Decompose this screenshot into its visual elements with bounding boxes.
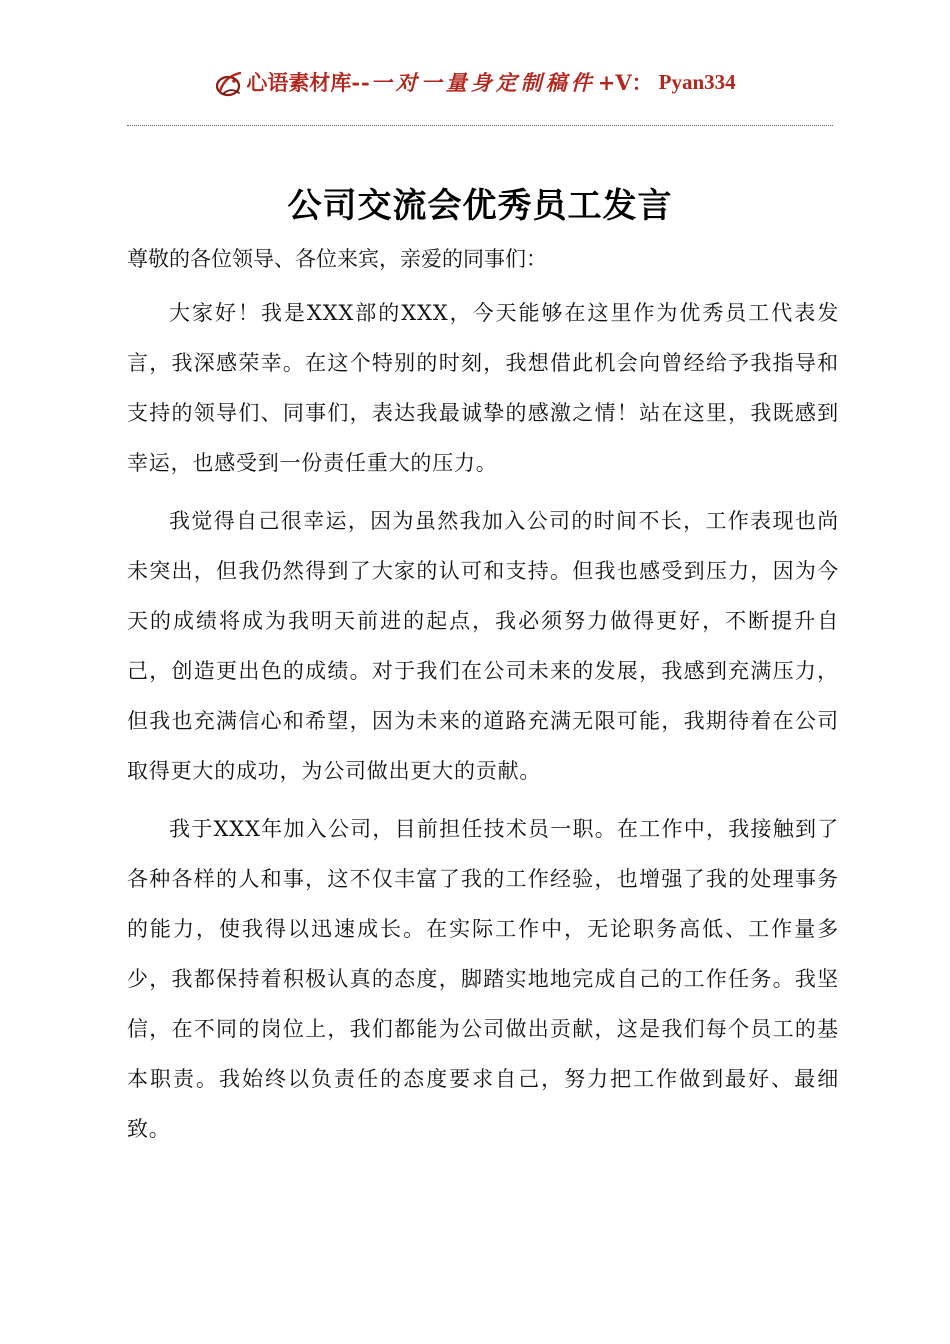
contact-id: Pyan334 bbox=[658, 69, 736, 94]
document-title: 公司交流会优秀员工发言 bbox=[287, 186, 673, 226]
salutation: 尊敬的各位领导、各位来宾，亲爱的同事们： bbox=[127, 247, 547, 271]
header-banner bbox=[214, 65, 735, 99]
brand-name: 心语素材库 bbox=[246, 70, 352, 95]
page-header bbox=[0, 62, 950, 102]
paragraph-3: 我于XXX年加入公司，目前担任技术员一职。在工作中，我接触到了各种各样的人和事，这不仅丰富了我的工作经验，也增强了我的处理事务的能力，使我得以迅速成长。在实际工作中，无论职务高低、工作量多少，我都保持着积极认真的态度，脚踏实地地完成自己的工作任务。我坚信，在不同的岗位上，我们都能为公司做出贡献，这是我们每个员工的基本职责。我始终以负责任的态度要求自己，努力把工作做到最好、最细致。 bbox=[127, 817, 839, 1141]
header-tagline: 一对一量身定制稿件 bbox=[370, 70, 596, 95]
paragraph-1: 大家好！我是XXX部的XXX，今天能够在这里作为优秀员工代表发言，我深感荣幸。在这个特别的时刻，我想借此机会向曾经给予我指导和支持的领导们、同事们，表达我最诚挚的感激之情！站在这里，我既感到幸运，也感受到一份责任重大的压力。 bbox=[127, 301, 839, 475]
paragraph-2: 我觉得自己很幸运，因为虽然我加入公司的时间不长，工作表现也尚未突出，但我仍然得到了大家的认可和支持。但我也感受到压力，因为今天的成绩将成为我明天前进的起点，我必须努力做得更好，不断提升自己，创造更出色的成绩。对于我们在公司未来的发展，我感到充满压力，但我也充满信心和希望，因为未来的道路充满无限可能，我期待着在公司取得更大的成功，为公司做出更大的贡献。 bbox=[127, 509, 839, 783]
document-body bbox=[127, 234, 839, 1154]
header-divider bbox=[127, 125, 833, 126]
calligraphy-logo-icon bbox=[214, 67, 244, 101]
header-separator: -- bbox=[351, 69, 371, 95]
contact-label: +V： bbox=[597, 70, 653, 95]
